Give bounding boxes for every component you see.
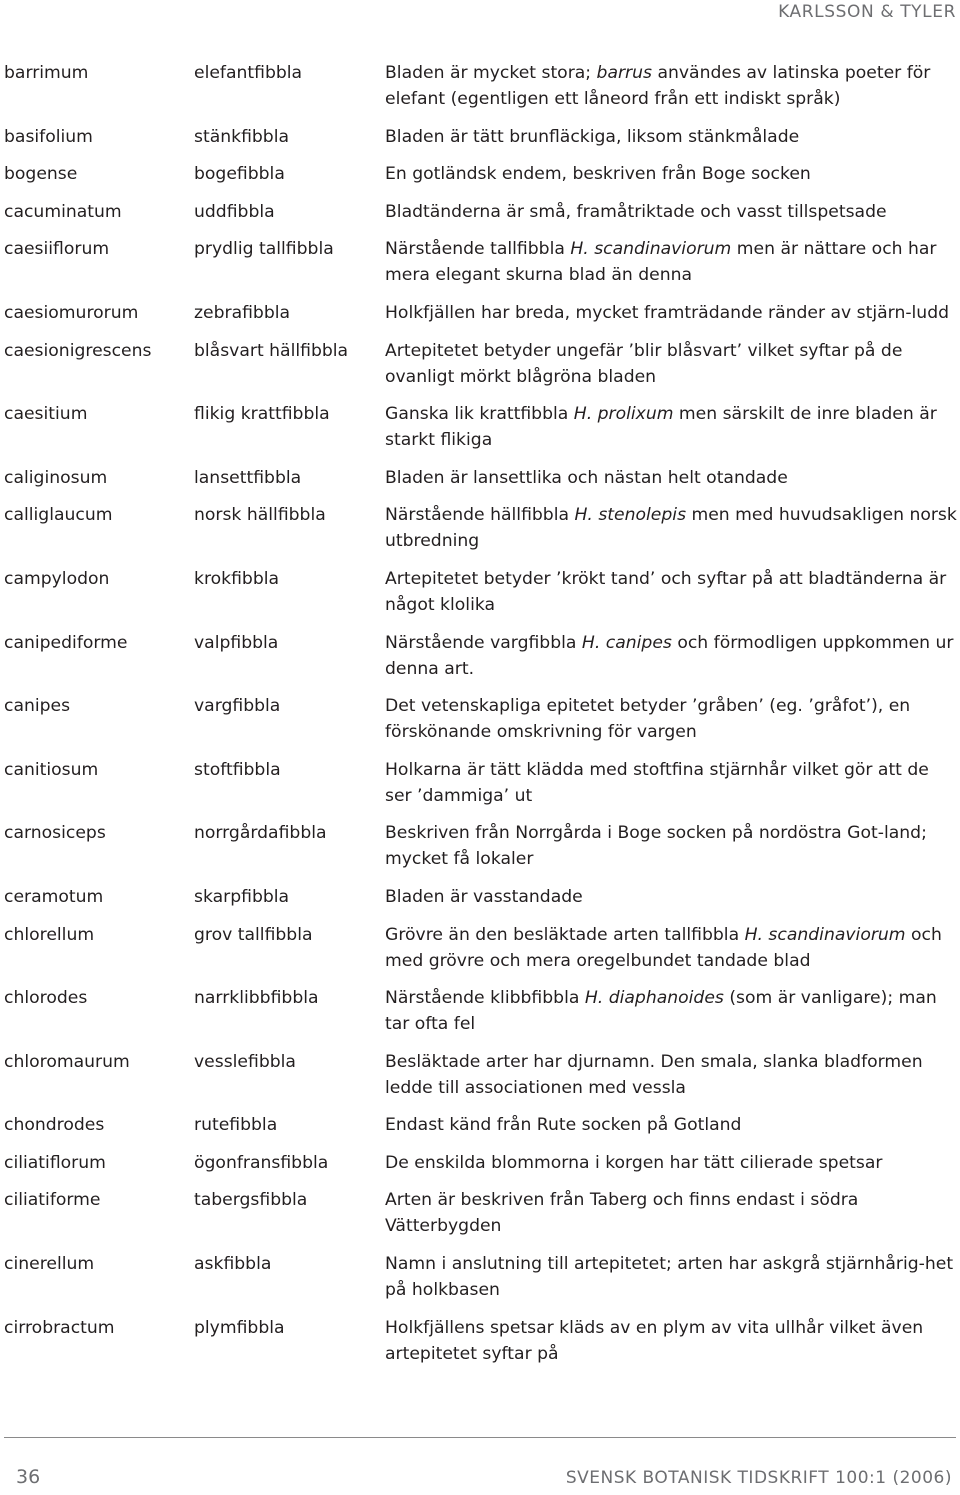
latin-epithet: cinerellum xyxy=(4,1254,95,1275)
journal-citation: SVENSK BOTANISK TIDSKRIFT 100:1 (2006) xyxy=(565,1468,952,1488)
table-row xyxy=(4,465,958,491)
name-explanation xyxy=(385,985,958,1037)
name-explanation xyxy=(385,884,958,910)
table-row xyxy=(4,1049,958,1101)
explanation-text: (som är vanligare); man tar ofta fel xyxy=(385,988,937,1035)
running-header: KARLSSON & TYLER xyxy=(778,2,956,22)
name-explanation xyxy=(385,124,958,150)
name-explanation xyxy=(385,1049,958,1101)
explanation-text: Bladen är mycket stora; xyxy=(385,63,597,83)
explanation-text: Holkarna är tätt klädda med stoftfina stjärnhår vilket gör att de ser ’dammiga’ ut xyxy=(385,759,929,806)
latin-epithet: chlorodes xyxy=(4,988,88,1009)
name-explanation xyxy=(385,566,958,618)
latin-epithet: campylodon xyxy=(4,568,110,589)
explanation-text: Endast känd från Rute socken på Gotland xyxy=(385,1115,742,1136)
table-row xyxy=(4,124,958,150)
latin-epithet: calliglaucum xyxy=(4,505,113,526)
latin-epithet: chloromaurum xyxy=(4,1051,130,1072)
swedish-name: grov tallfibbla xyxy=(194,924,313,945)
table-row xyxy=(4,985,958,1037)
explanation-text: Bladen är lansettlika och nästan helt otandade xyxy=(385,467,788,488)
table-row xyxy=(4,60,958,112)
name-explanation xyxy=(385,338,958,390)
explanation-text: Närstående hällfibbla xyxy=(385,505,575,526)
table-row xyxy=(4,1187,958,1239)
scientific-name-italic: H. diaphanoides xyxy=(584,988,724,1009)
swedish-name: prydlig tallfibbla xyxy=(194,239,334,260)
swedish-name: ögonfransfibbla xyxy=(194,1152,329,1173)
scientific-name-italic: H. scandinaviorum xyxy=(744,924,906,945)
name-explanation xyxy=(385,401,958,453)
explanation-text: men särskilt de inre bladen är starkt flikiga xyxy=(385,404,937,451)
latin-epithet: carnosiceps xyxy=(4,823,106,844)
latin-epithet: cacuminatum xyxy=(4,201,122,222)
swedish-name: valpfibbla xyxy=(194,632,279,653)
latin-epithet: barrimum xyxy=(4,63,89,83)
table-row xyxy=(4,1251,958,1303)
table-row xyxy=(4,300,958,326)
latin-epithet: ciliatiflorum xyxy=(4,1152,106,1173)
explanation-text: Ganska lik krattfibbla xyxy=(385,404,574,425)
table-row xyxy=(4,401,958,453)
scientific-name-italic: barrus xyxy=(596,63,652,83)
name-explanation xyxy=(385,502,958,554)
latin-epithet: cirrobractum xyxy=(4,1317,115,1338)
swedish-name: askfibbla xyxy=(194,1254,272,1275)
swedish-name: stoftfibbla xyxy=(194,759,281,780)
swedish-name: elefantfibbla xyxy=(194,63,303,83)
name-explanation xyxy=(385,1187,958,1239)
explanation-text: och förmodligen uppkommen ur denna art. xyxy=(385,632,954,679)
latin-epithet: bogense xyxy=(4,164,78,185)
latin-epithet: canipes xyxy=(4,696,71,717)
swedish-name: bogefibbla xyxy=(194,164,285,185)
table-row xyxy=(4,1315,958,1367)
explanation-text: Bladen är tätt brunfläckiga, liksom stänkmålade xyxy=(385,126,800,147)
explanation-text: Arten är beskriven från Taberg och finns endast i södra Vätterbygden xyxy=(385,1190,859,1237)
table-row xyxy=(4,502,958,554)
explanation-text: Beskriven från Norrgårda i Boge socken på nordöstra Got-land; mycket få lokaler xyxy=(385,823,927,870)
explanation-text: Namn i anslutning till artepitetet; arten har askgrå stjärnhårig-het på holkbasen xyxy=(385,1254,954,1301)
footer-divider xyxy=(4,1437,956,1438)
explanation-text: En gotländsk endem, beskriven från Boge socken xyxy=(385,164,811,185)
table-row xyxy=(4,1150,958,1176)
table-row xyxy=(4,693,958,745)
explanation-text: Bladen är vasstandade xyxy=(385,886,583,907)
explanation-text: Holkfjällens spetsar kläds av en plym av vita ullhår vilket även artepitetet syftar på xyxy=(385,1317,924,1364)
table-row xyxy=(4,199,958,225)
page-number: 36 xyxy=(16,1466,41,1488)
scientific-name-italic: H. prolixum xyxy=(573,404,674,425)
latin-epithet: caesiomurorum xyxy=(4,302,139,323)
explanation-text: men är nättare och har mera elegant skurna blad än denna xyxy=(385,239,937,286)
scientific-name-italic: H. canipes xyxy=(581,632,672,653)
swedish-name: zebrafibbla xyxy=(194,302,291,323)
latin-epithet: caesitium xyxy=(4,404,88,425)
explanation-text: Besläktade arter har djurnamn. Den smala, slanka bladformen ledde till associationen med vessla xyxy=(385,1051,923,1098)
name-explanation xyxy=(385,693,958,745)
swedish-name: norrgårdafibbla xyxy=(194,823,327,844)
table-row xyxy=(4,757,958,809)
swedish-name: narrklibbfibbla xyxy=(194,988,319,1009)
table-row xyxy=(4,630,958,682)
swedish-name: plymfibbla xyxy=(194,1317,285,1338)
explanation-text: men med huvudsakligen norsk utbredning xyxy=(385,505,957,552)
explanation-text: Artepitetet betyder ungefär ’blir blåsvart’ vilket syftar på de ovanligt mörkt blågröna bladen xyxy=(385,340,903,387)
explanation-text: Grövre än den besläktade arten tallfibbla xyxy=(385,924,745,945)
table-row xyxy=(4,1112,958,1138)
swedish-name: vesslefibbla xyxy=(194,1051,296,1072)
swedish-name: uddfibbla xyxy=(194,201,275,222)
name-explanation xyxy=(385,1315,958,1367)
swedish-name: flikig krattfibbla xyxy=(194,404,330,425)
table-row xyxy=(4,338,958,390)
species-name-table xyxy=(4,60,958,1378)
scientific-name-italic: H. stenolepis xyxy=(574,505,687,526)
name-explanation xyxy=(385,1112,958,1138)
name-explanation xyxy=(385,199,958,225)
table-row xyxy=(4,884,958,910)
name-explanation xyxy=(385,1251,958,1303)
latin-epithet: chlorellum xyxy=(4,924,95,945)
latin-epithet: caesiiflorum xyxy=(4,239,110,260)
name-explanation xyxy=(385,60,958,112)
explanation-text: Holkfjällen har breda, mycket framträdande ränder av stjärn-ludd xyxy=(385,302,950,323)
swedish-name: rutefibbla xyxy=(194,1115,278,1136)
latin-epithet: basifolium xyxy=(4,126,93,147)
swedish-name: blåsvart hällfibbla xyxy=(194,340,349,361)
latin-epithet: canipediforme xyxy=(4,632,128,653)
name-explanation xyxy=(385,820,958,872)
explanation-text: Artepitetet betyder ’krökt tand’ och syftar på att bladtänderna är något klolika xyxy=(385,568,947,615)
explanation-text: Närstående tallfibbla xyxy=(385,239,571,260)
table-row xyxy=(4,161,958,187)
table-row xyxy=(4,236,958,288)
name-explanation xyxy=(385,1150,958,1176)
table-row xyxy=(4,820,958,872)
name-explanation xyxy=(385,465,958,491)
latin-epithet: ceramotum xyxy=(4,886,104,907)
scientific-name-italic: H. scandinaviorum xyxy=(570,239,732,260)
swedish-name: stänkfibbla xyxy=(194,126,290,147)
swedish-name: norsk hällfibbla xyxy=(194,505,326,526)
latin-epithet: caliginosum xyxy=(4,467,108,488)
name-explanation xyxy=(385,922,958,974)
explanation-text: De enskilda blommorna i korgen har tätt cilierade spetsar xyxy=(385,1152,883,1173)
latin-epithet: ciliatiforme xyxy=(4,1190,101,1211)
explanation-text: användes av latinska poeter för elefant (egentligen ett låneord från ett indiskt språk) xyxy=(385,63,931,109)
swedish-name: lansettfibbla xyxy=(194,467,302,488)
table-row xyxy=(4,566,958,618)
explanation-text: Närstående klibbfibbla xyxy=(385,988,585,1009)
name-explanation xyxy=(385,300,958,326)
name-explanation xyxy=(385,236,958,288)
swedish-name: skarpfibbla xyxy=(194,886,290,907)
explanation-text: Det vetenskapliga epitetet betyder ’gråben’ (eg. ’gråfot’), en förskönande omskrivning för vargen xyxy=(385,696,911,743)
swedish-name: tabergsfibbla xyxy=(194,1190,308,1211)
latin-epithet: chondrodes xyxy=(4,1115,105,1136)
swedish-name: krokfibbla xyxy=(194,568,280,589)
explanation-text: Bladtänderna är små, framåtriktade och vasst tillspetsade xyxy=(385,201,887,222)
latin-epithet: canitiosum xyxy=(4,759,99,780)
name-explanation xyxy=(385,161,958,187)
table-row xyxy=(4,922,958,974)
name-explanation xyxy=(385,757,958,809)
latin-epithet: caesionigrescens xyxy=(4,340,152,361)
swedish-name: vargfibbla xyxy=(194,696,281,717)
name-explanation xyxy=(385,630,958,682)
explanation-text: och med grövre och mera oregelbundet tandade blad xyxy=(385,924,942,971)
explanation-text: Närstående vargfibbla xyxy=(385,632,582,653)
